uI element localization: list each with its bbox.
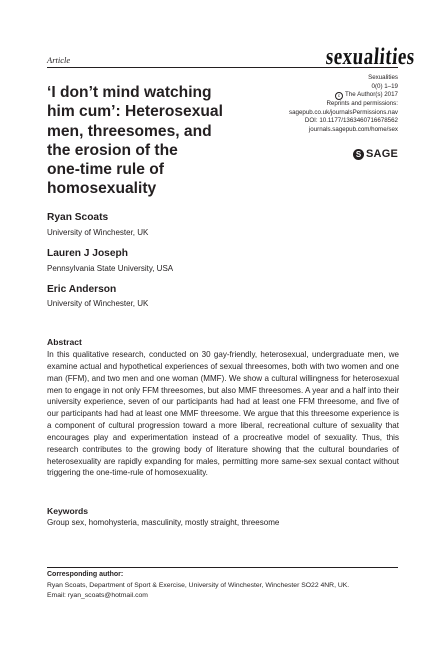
title-line: the erosion of the — [47, 141, 178, 159]
footer-rule — [47, 567, 398, 568]
doi[interactable]: DOI: 10.1177/1363460716678562 — [304, 117, 398, 125]
reprints-line: Reprints and permissions: — [326, 100, 398, 108]
author-affiliation: University of Winchester, UK — [47, 299, 149, 308]
sage-mark-icon: S — [353, 149, 364, 160]
keywords-text: Group sex, homohysteria, masculinity, mostly straight, threesome — [47, 518, 280, 527]
journal-url[interactable]: journals.sagepub.com/home/sex — [308, 125, 398, 133]
author-affiliation: Pennsylvania State University, USA — [47, 264, 174, 273]
title-line: homosexuality — [47, 180, 157, 198]
corresponding-author-address: Ryan Scoats, Department of Sport & Exercise, University of Winchester, Winchester SO22 4NR, UK. — [47, 582, 350, 589]
article-type-label: Article — [47, 55, 71, 65]
copyright-line: c The Author(s) 2017 — [228, 91, 398, 100]
author-name: Eric Anderson — [47, 284, 117, 295]
title-line: ‘I don’t mind watching — [47, 84, 212, 101]
corresponding-author-email[interactable]: Email: ryan_scoats@hotmail.com — [47, 592, 148, 599]
author-name: Lauren J Joseph — [47, 248, 128, 259]
corresponding-author-heading: Corresponding author: — [47, 571, 124, 578]
publication-meta — [228, 74, 398, 135]
author-affiliation: University of Winchester, UK — [47, 228, 149, 237]
volume-pages: 0(0) 1–19 — [371, 82, 398, 90]
abstract-text: In this qualitative research, conducted on 30 gay-friendly, heterosexual, undergraduate men, we examine actual and hypothetical experiences of sexual threesomes, both with two women and one man (FFM), and two men and one woman (MMF). We show a cultural willingness for heterosexual men to engage in not only FFM threesomes, but also MMF threesomes. A year and a half into their university experience, seven of our participants had had at least one FFM threesome, and five of our participants had had at least one MMF threesome. We argue that this threesome experience is a component of cultural progression toward a more liberal, recreational culture of sexuality that encourages play and experimentation instead of a procreative model of sexuality. Thus, this research contributes to the growing body of literature showing that the cultural boundaries of heterosexuality are rapidly expanding for males, permitting more same-sex sexual contact without triggering the one-time-rule of homosexuality. — [47, 350, 399, 478]
author-name: Ryan Scoats — [47, 212, 109, 223]
publisher-logo — [353, 148, 398, 160]
journal-logo-text: sexualities — [324, 44, 416, 71]
article-title — [47, 83, 247, 199]
title-line: men, threesomes, and — [47, 122, 212, 140]
header-rule — [47, 67, 398, 68]
publisher-name: SAGE — [366, 148, 398, 160]
title-line: one-time rule of — [47, 161, 164, 179]
abstract-heading: Abstract — [47, 337, 82, 347]
title-line: him cum’: Heterosexual — [47, 103, 223, 121]
reprints-url[interactable]: sagepub.co.uk/journalsPermissions.nav — [288, 108, 398, 116]
journal-logo — [324, 44, 416, 71]
keywords-heading: Keywords — [47, 506, 89, 516]
journal-name: Sexualities — [368, 74, 398, 81]
copyright-icon: c — [335, 92, 343, 100]
